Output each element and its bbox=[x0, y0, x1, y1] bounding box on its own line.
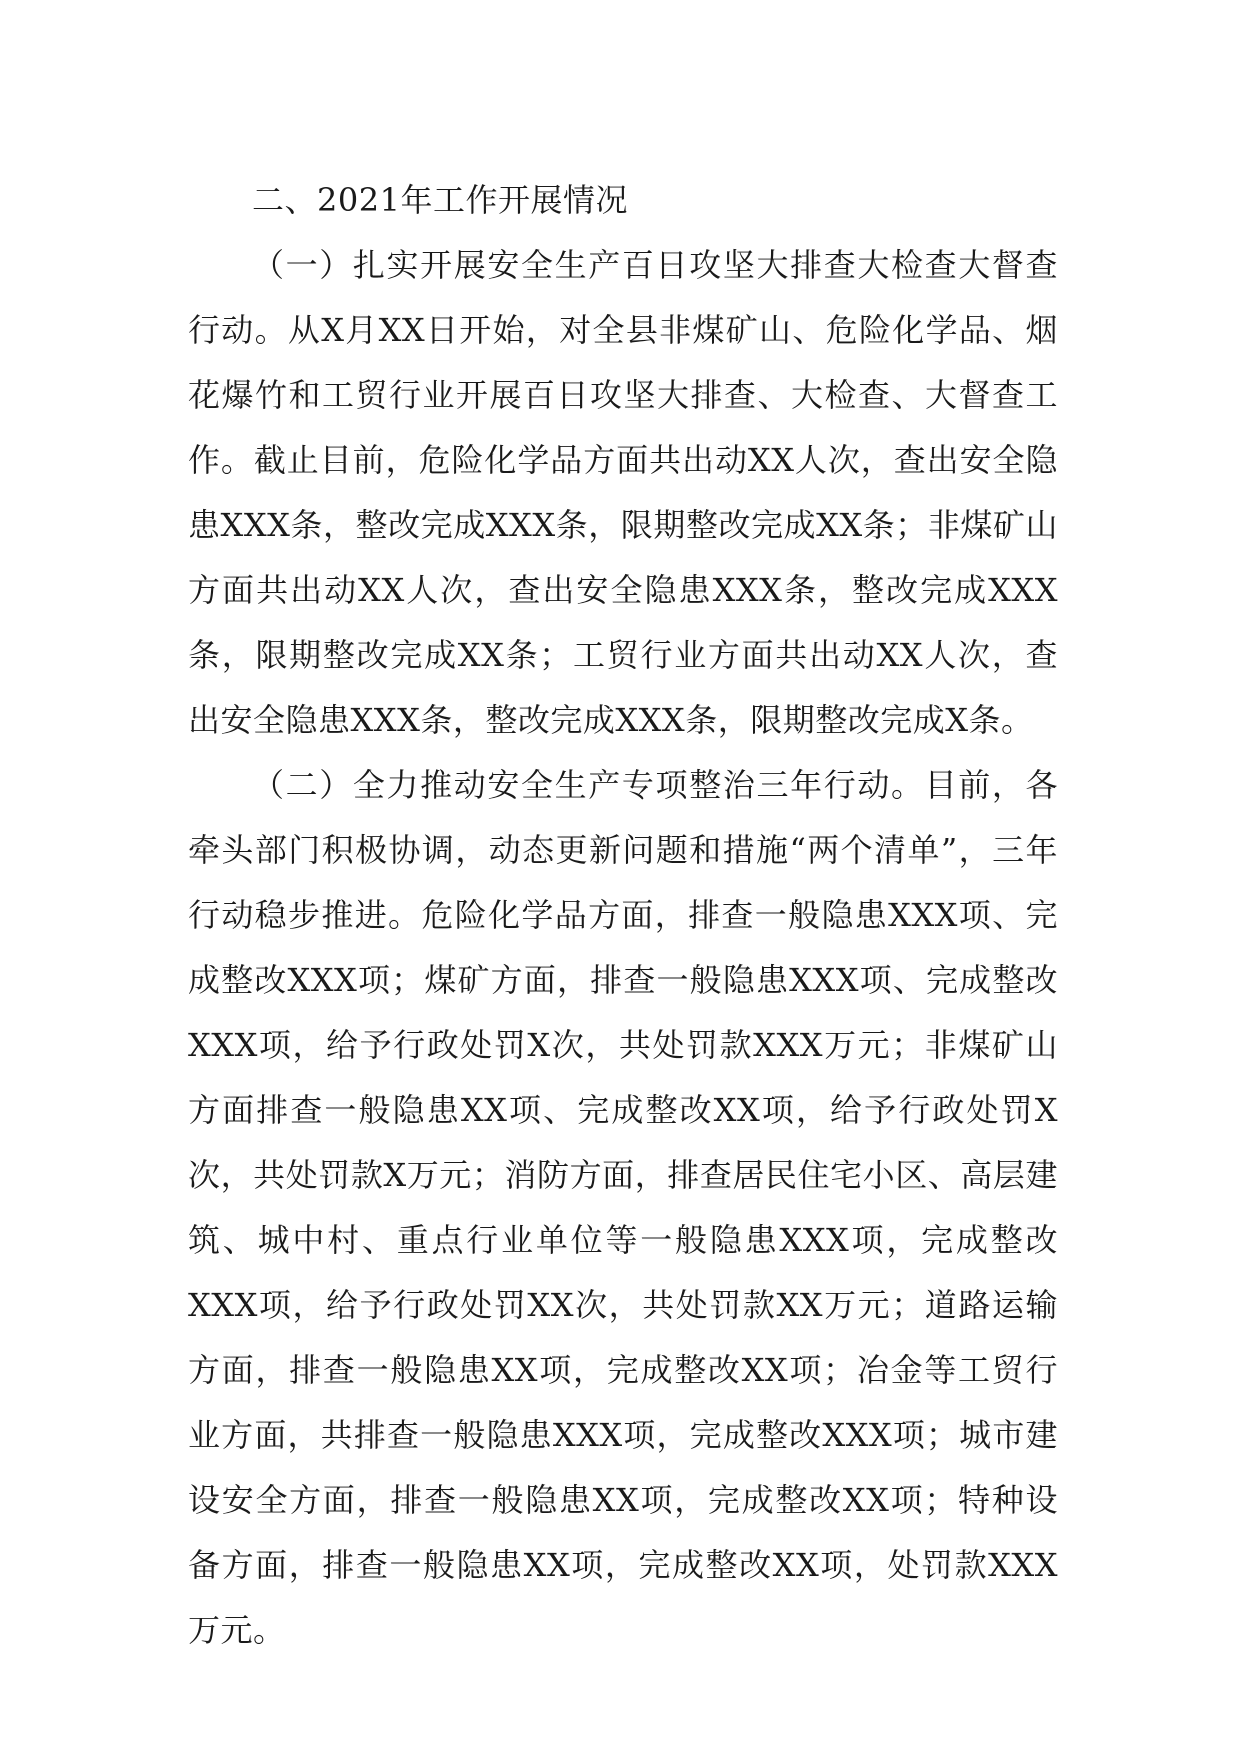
paragraph-1: （一）扎实开展安全生产百日攻坚大排查大检查大督查行动。从X月XX日开始，对全县非煤矿山、危险化学品、烟花爆竹和工贸行业开展百日攻坚大排查、大检查、大督查工作。截止目前，危险化学品方面共出动XX人次，查出安全隐患XXX条，整改完成XXX条，限期整改完成XX条；非煤矿山方面共出动XX人次，查出安全隐患XXX条，整改完成XXX条，限期整改完成XX条；工贸行业方面共出动XX人次，查出安全隐患XXX条，整改完成XXX条，限期整改完成X条。 bbox=[188, 246, 1058, 739]
section-heading: 二、2021年工作开展情况 bbox=[252, 181, 628, 219]
paragraph-2: （二）全力推动安全生产专项整治三年行动。目前，各牵头部门积极协调，动态更新问题和措施“两个清单”，三年行动稳步推进。危险化学品方面，排查一般隐患XXX项、完成整改XXX项；煤矿方面，排查一般隐患XXX项、完成整改XXX项，给予行政处罚X次，共处罚款XXX万元；非煤矿山方面排查一般隐患XX项、完成整改XX项，给予行政处罚X次，共处罚款X万元；消防方面，排查居民住宅小区、高层建筑、城中村、重点行业单位等一般隐患XXX项，完成整改XXX项，给予行政处罚XX次，共处罚款XX万元；道路运输方面，排查一般隐患XX项，完成整改XX项；冶金等工贸行业方面，共排查一般隐患XXX项，完成整改XXX项；城市建设安全方面，排查一般隐患XX项，完成整改XX项；特种设备方面，排查一般隐患XX项，完成整改XX项，处罚款XXX万元。 bbox=[188, 766, 1058, 1649]
document-body bbox=[188, 168, 1058, 1663]
